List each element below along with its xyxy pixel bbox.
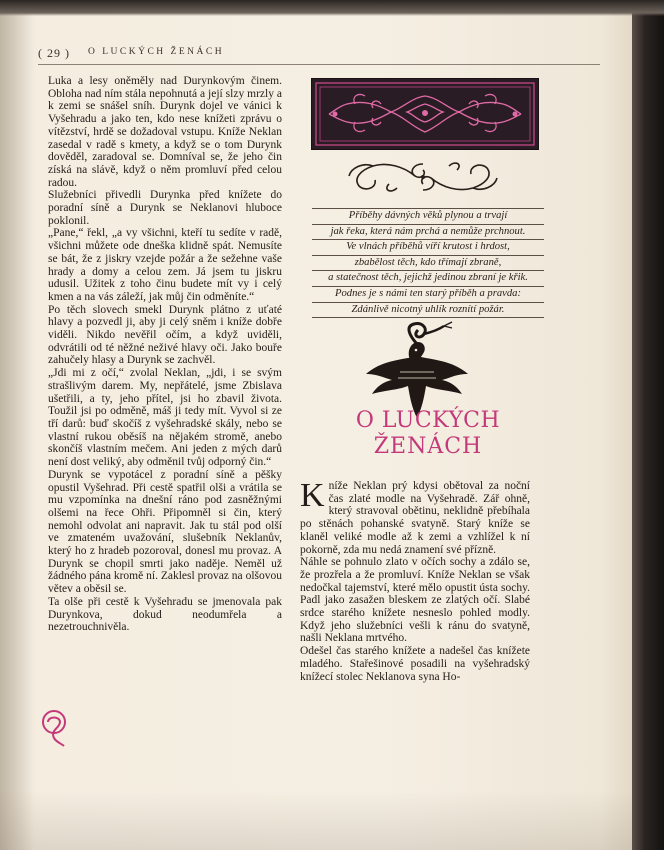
poem-line: Příběhy dávných věků plynou a trvají: [312, 208, 544, 225]
paragraph-with-dropcap: [300, 477, 530, 556]
swirl-ornament: [343, 156, 503, 198]
page-top-edge: [0, 0, 664, 16]
page-gutter-shadow: [0, 0, 34, 850]
paragraph: Luka a lesy oněměly nad Durynkovým činem. Obloha nad ním stála nepohnutá a její slzy mrzly a k zemi se snášel sníh. Durynk dojel ve vánici k Vyšehradu a jako ten, kdo nese knížeti zprávu o vítězství, hrdě se dožadoval vstupu. Kníže Neklan zasedal v radě s kmety, a když se o tom Durynk dověděl, zaradoval se. Domníval se, že jeho čin získá na slávě, když o něm promluví před celou radou.: [48, 75, 282, 189]
paragraph-body: níže Neklan prý kdysi obětoval za noční čas zlaté modle na Vyšehradě. Zář ohně, který stravoval obětinu, neklidně přebíhala po stěnách pohanské svatyně. Starý kníže se klaněl veliké modle až k zemi a vzhlížel k ní pokorně, zda mu nedá znamení své přízně.: [300, 480, 530, 556]
paragraph: Po těch slovech smekl Durynk plátno z uťaté hlavy a pozvedl ji, aby ji celý sněm i kníže dobře viděli. Nikdo nevěřil očím, a když uviděli, odvrátili od té něžné neživé hlavy oči. Jako bouře zahučely hlasy a Durynk se zachvěl.: [48, 303, 282, 367]
paragraph: Odešel čas starého knížete a nadešel čas knížete mladého. Stařešinové posadili na vyšehradský knížecí stolec Neklanova syna Ho-: [300, 645, 530, 683]
paragraph: Ta olše při cestě k Vyšehradu se jmenovala pak Durynkova, dokud neodumřela a nezetrouchnivěla.: [48, 595, 282, 634]
left-text-column: [48, 75, 282, 634]
poem-line: Zdánlivě nicotný uhlík roznítí požár.: [312, 303, 544, 319]
dropcap-letter: K: [300, 477, 325, 514]
chapter-heading-line-1: O LUCKÝCH: [355, 408, 501, 433]
poem-block: [312, 208, 544, 318]
chapter-heading: [312, 408, 544, 460]
poem-line: a statečnost těch, jejichž jedinou zbraní je křik.: [312, 271, 544, 287]
chapter-heading-line-2: ŽENÁCH: [373, 434, 483, 459]
right-text-column: [300, 477, 530, 683]
paragraph: Náhle se pohnulo zlato v očích sochy a zdálo se, že prozřela a že promluví. Kníže Neklan se však nedočkal tajemství, které mělo opustit ústa sochy. Padl jako zasažen bleskem ze zlatých očí. Slabé srdce starého knížete nesneslo pohled modly. Když jeho služebníci vešli k ránu do svatyně, našli Neklana mrtvého.: [300, 556, 530, 645]
running-header: [38, 46, 598, 62]
page-edge-dark: [632, 0, 664, 850]
bird-serpent-illustration: [362, 320, 472, 422]
poem-line: Podnes je s námi ten starý příběh a pravda:: [312, 287, 544, 303]
decorative-mark-icon: [40, 708, 68, 748]
paragraph: „Jdi mi z očí,“ zvolal Neklan, „jdi, i se svým strašlivým darem. My, nepřátelé, jsme Zbislava ušetřili, a ty, jeho přítel, jsi ho zbavil života. Toužil jsi po odměně, máš ji tedy mít. Vyvol si ze tří darů: buď skočíš z vyšehradské skály, nebo se vlastní rukou oběsíš na nějakém stromě, anebo skončíš vlastním mečem. Ani jeden z mých darů není dost veliký, aby odměnil tvůj odporný čin.“: [48, 367, 282, 469]
page-bottom-shadow: [0, 790, 632, 850]
poem-line: Ve vlnách příběhů víří krutost i hrdost,: [312, 240, 544, 256]
paragraph: Durynk se vypotácel z poradní síně a pěšky opustil Vyšehrad. Při cestě spatřil olši a vrátila se mu vzpomínka na dnešní ráno pod zasněžnými olšemi na řece Ohři. Připomněl si čin, který nemohl odvolat ani napravit. Jak tu stál pod olší ve zmateném uvažování, slušebník Neklanův, který ho z hradeb pozoroval, donesl mu provaz. A Durynk se chopil smrti jako naděje. Neměl už žádného pána kromě ní. Zaklesl provaz na olšovou větev a oběsil se.: [48, 468, 282, 596]
poem-line: jak řeka, která nám prchá a nemůže prchnout.: [312, 225, 544, 241]
header-rule: [38, 64, 600, 65]
chapter-title: O LUCKÝCH ŽENÁCH: [88, 47, 225, 57]
poem-line: zbabělost těch, kdo třímají zbraně,: [312, 256, 544, 272]
ornamental-banner-illustration: [311, 78, 539, 150]
paragraph: Služebníci přivedli Durynka před knížete do poradní síně a Durynk se Neklanovi hluboce poklonil.: [48, 189, 282, 227]
page-number: ( 29 ): [38, 46, 70, 60]
paragraph: „Pane,“ řekl, „a vy všichni, kteří tu sedíte v radě, všichni můžete ode dneška klidně spát. Nemusíte se bát, že z jiskry vzejde požár a že sežehne vaše hrady a domy a celou zem. Já jsem tu jiskru udusil. Užitek z toho činu budete mít vy i celý kmen a na vás záleží, jak můj čin odměníte.“: [48, 227, 282, 303]
